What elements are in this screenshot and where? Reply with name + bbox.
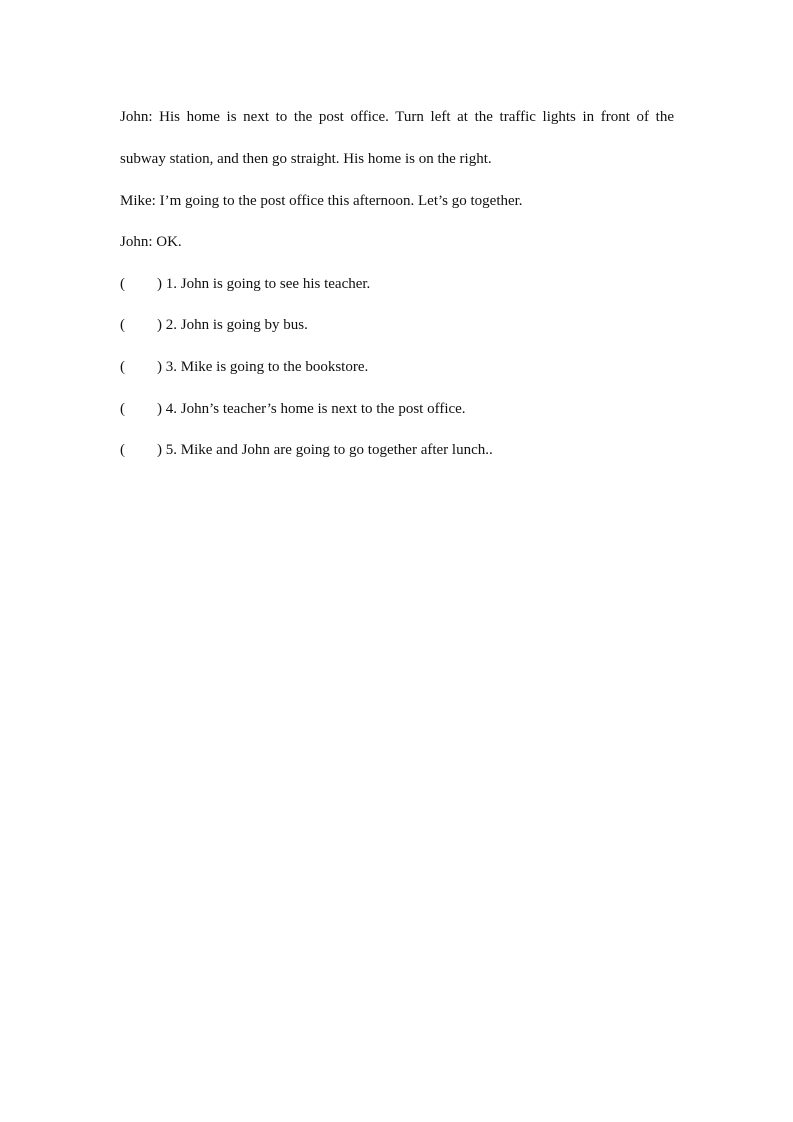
answer-blank-5[interactable]: ( [120, 442, 125, 458]
question-4 [120, 396, 466, 422]
answer-blank-4[interactable]: ( [120, 401, 125, 417]
dialogue-line-2: subway station, and then go straight. His home is on the right. [120, 151, 492, 167]
question-2 [120, 312, 308, 338]
question-1-text: ) 1. John is going to see his teacher. [157, 276, 371, 292]
question-2-text: ) 2. John is going by bus. [157, 317, 308, 333]
answer-blank-3[interactable]: ( [120, 359, 125, 375]
question-4-text: ) 4. John’s teacher’s home is next to the post office. [157, 401, 466, 417]
answer-blank-1[interactable]: ( [120, 276, 125, 292]
dialogue-line-1: John: His home is next to the post office. Turn left at the traffic lights in front of the [120, 109, 674, 125]
question-5 [120, 437, 493, 463]
question-3-text: ) 3. Mike is going to the bookstore. [157, 359, 369, 375]
answer-blank-2[interactable]: ( [120, 317, 125, 333]
question-5-text: ) 5. Mike and John are going to go together after lunch.. [157, 442, 493, 458]
dialogue-line-4: John: OK. [120, 234, 182, 250]
question-3 [120, 354, 368, 380]
question-1 [120, 271, 370, 297]
dialogue-line-3: Mike: I’m going to the post office this afternoon. Let’s go together. [120, 193, 523, 209]
